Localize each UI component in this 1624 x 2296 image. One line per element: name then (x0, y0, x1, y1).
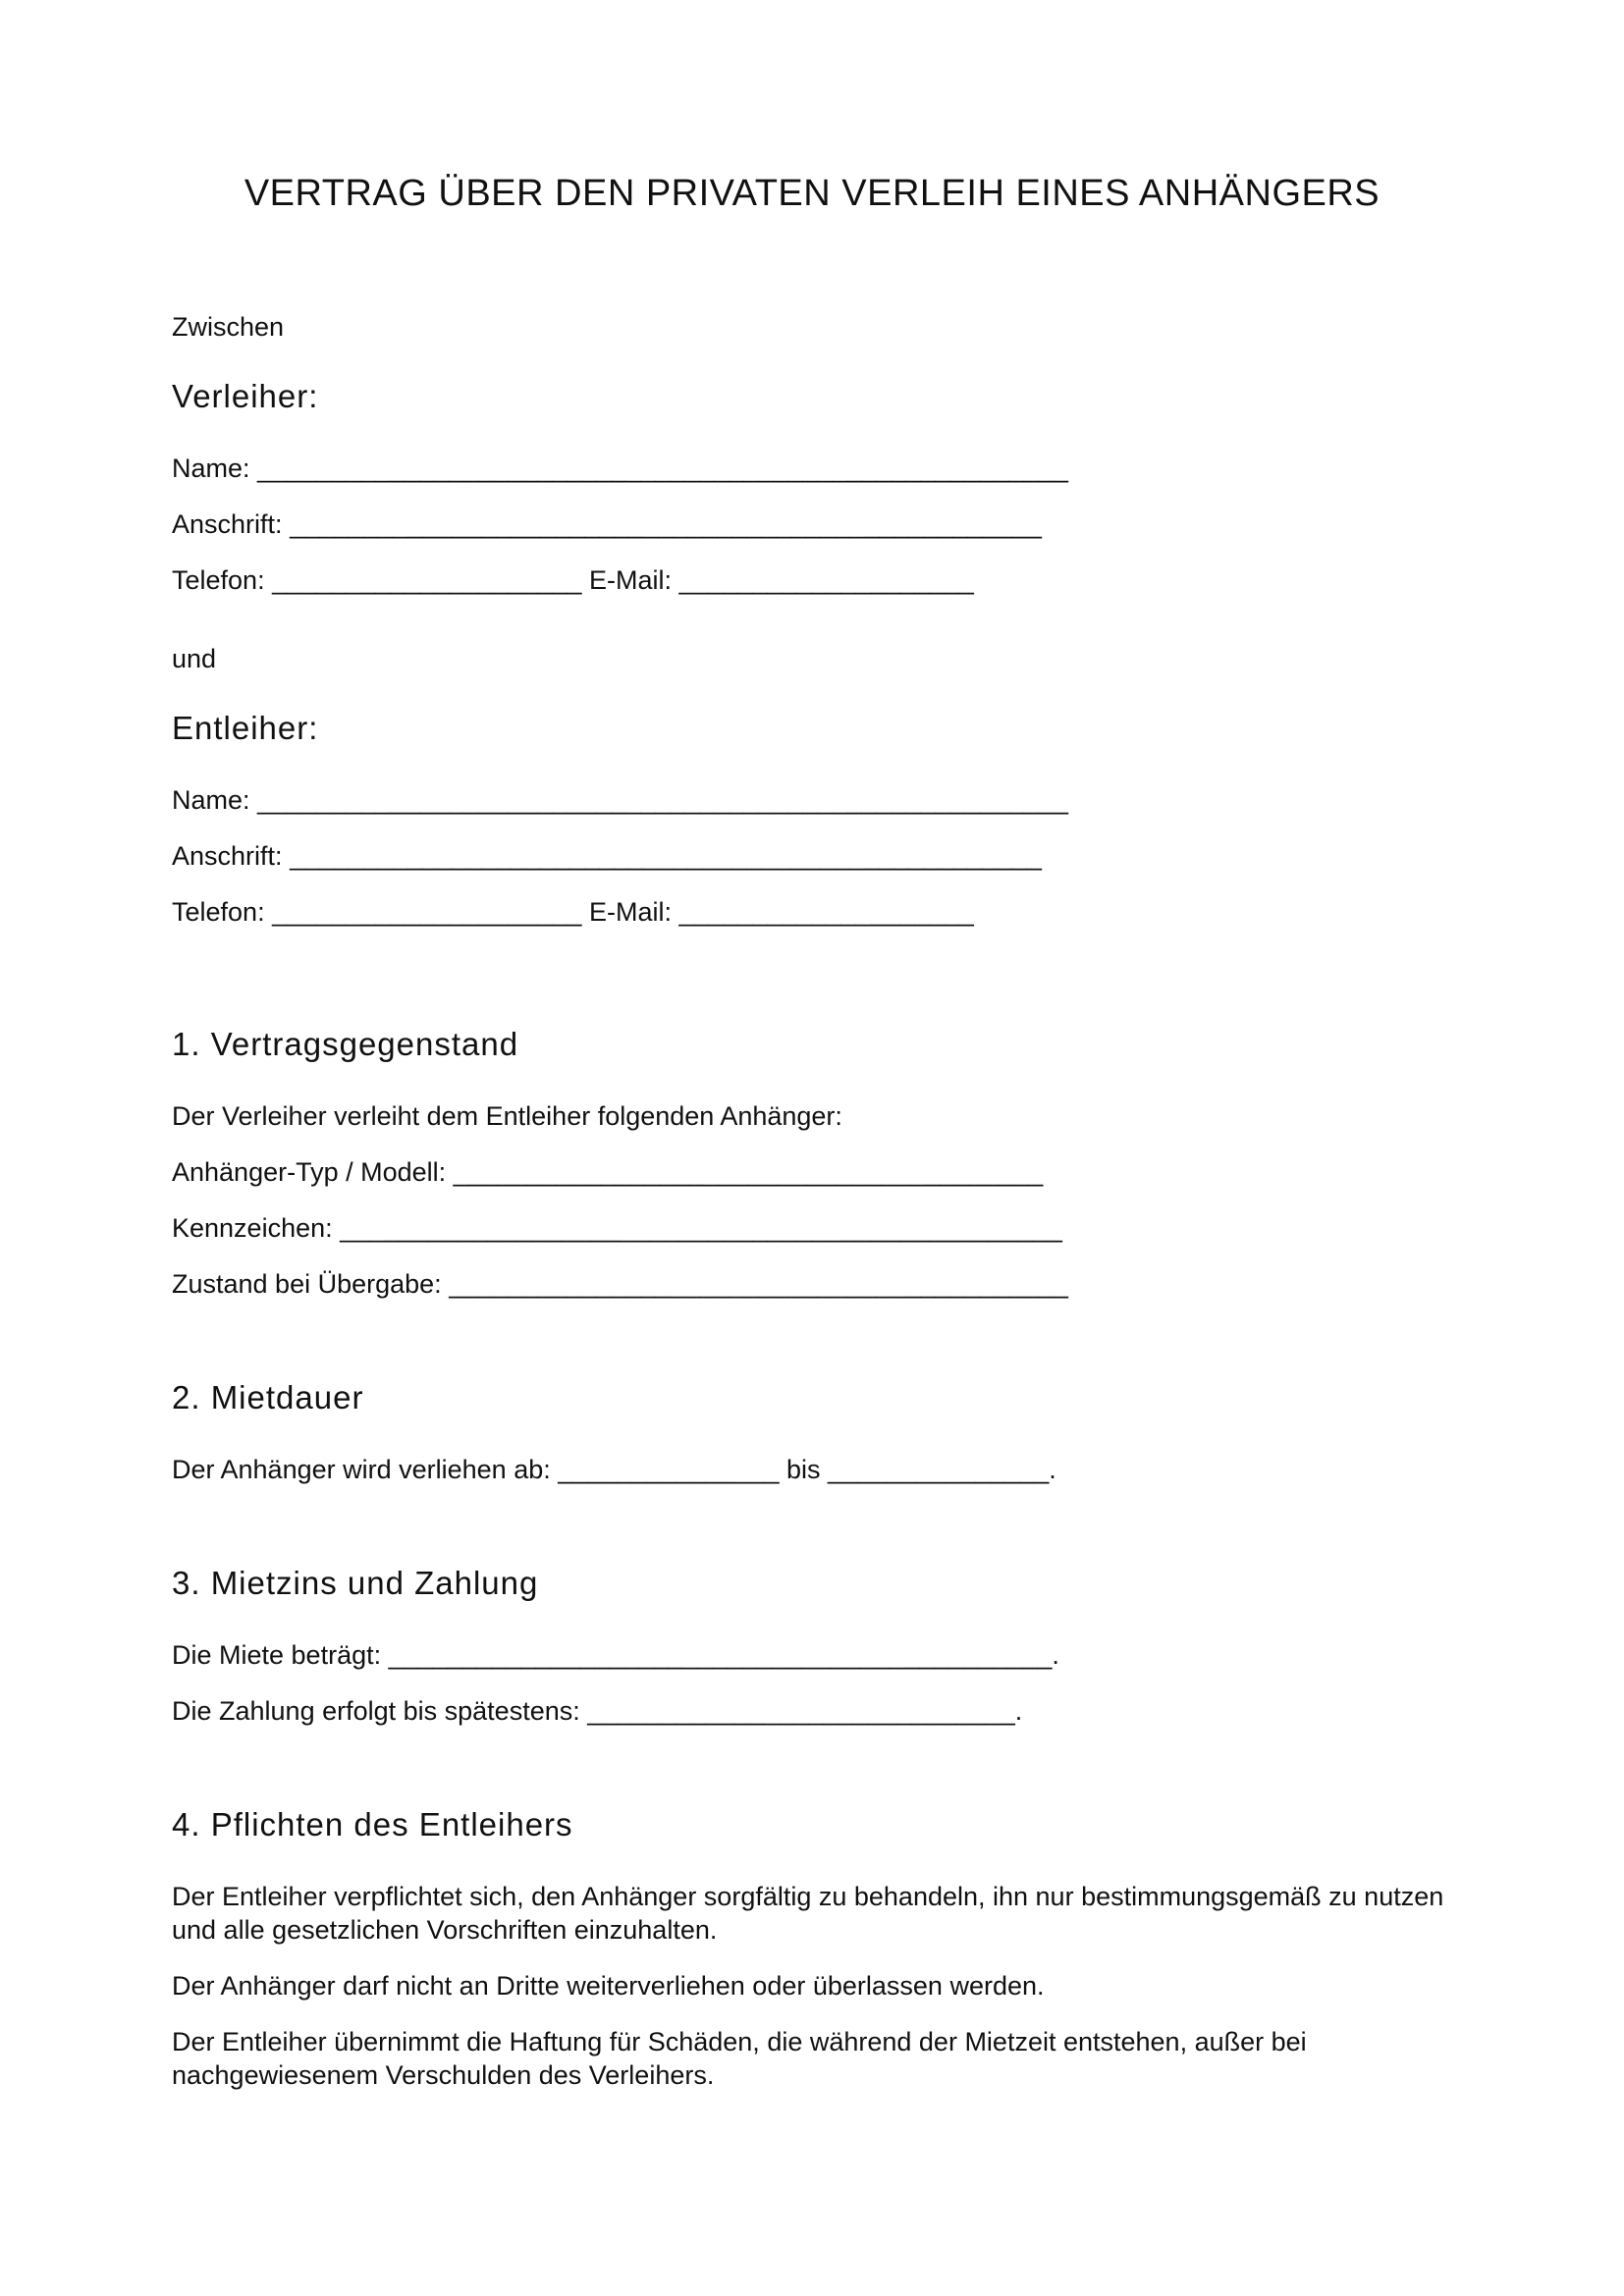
license-plate-row (172, 1211, 1062, 1245)
section1-heading: 1. Vertragsgegenstand (172, 1026, 519, 1062)
borrower-name-label: Name: (172, 785, 250, 815)
lender-address-label: Anschrift: (172, 509, 283, 539)
rent-amount-row (172, 1638, 1059, 1672)
rental-to-label: bis (786, 1455, 821, 1484)
lender-contact-row (172, 563, 974, 597)
lender-email-label: E-Mail: (588, 565, 672, 595)
trailer-type-label: Anhänger-Typ / Modell: (172, 1157, 447, 1187)
section2-heading: 2. Mietdauer (172, 1379, 364, 1415)
lender-phone-label: Telefon: (172, 565, 265, 595)
rental-to-field[interactable]: _______________. (828, 1455, 1056, 1484)
and-text: und (172, 644, 217, 673)
section3-heading: 3. Mietzins und Zahlung (172, 1565, 539, 1601)
intro-text: Zwischen (172, 312, 285, 342)
lender-name-field[interactable]: _______________________________________________________ (257, 454, 1068, 483)
section1-intro: Der Verleiher verleiht dem Entleiher folgenden Anhänger: (172, 1101, 842, 1131)
document-title: VERTRAG ÜBER DEN PRIVATEN VERLEIH EINES ANHÄNGERS (244, 173, 1380, 214)
payment-deadline-row (172, 1694, 1022, 1728)
borrower-phone-field[interactable]: _____________________ (272, 897, 582, 927)
section4-paragraph-2: Der Anhänger darf nicht an Dritte weiterverliehen oder überlassen werden. (172, 1971, 1045, 2001)
borrower-address-label: Anschrift: (172, 841, 283, 871)
payment-deadline-field[interactable]: _____________________________. (587, 1696, 1023, 1726)
rental-from-label: Der Anhänger wird verliehen ab: (172, 1455, 551, 1484)
trailer-type-row (172, 1155, 1043, 1189)
lender-name-row (172, 452, 1068, 485)
borrower-email-field[interactable]: ____________________ (678, 897, 974, 927)
borrower-contact-row (172, 895, 974, 929)
borrower-heading: Entleiher: (172, 710, 319, 746)
section4-heading: 4. Pflichten des Entleihers (172, 1806, 573, 1842)
section4-paragraph-3: Der Entleiher übernimmt die Haftung für Schäden, die während der Mietzeit entstehen, außer bei nachgewiesenem Verschulden des Verleihers. (172, 2027, 1307, 2090)
rent-amount-label: Die Miete beträgt: (172, 1640, 382, 1670)
rent-amount-field[interactable]: _____________________________________________. (388, 1640, 1059, 1670)
borrower-address-row (172, 839, 1042, 873)
borrower-name-row (172, 783, 1068, 817)
lender-email-field[interactable]: ____________________ (678, 565, 974, 595)
lender-address-field[interactable]: ___________________________________________________ (290, 509, 1042, 539)
borrower-name-field[interactable]: _______________________________________________________ (257, 785, 1068, 815)
lender-name-label: Name: (172, 454, 250, 483)
handover-condition-row (172, 1267, 1068, 1301)
rental-from-field[interactable]: _______________ (558, 1455, 780, 1484)
borrower-phone-label: Telefon: (172, 897, 265, 927)
lender-phone-field[interactable]: _____________________ (272, 565, 582, 595)
rental-period-row (172, 1453, 1056, 1486)
handover-condition-label: Zustand bei Übergabe: (172, 1269, 442, 1299)
license-plate-field[interactable]: _________________________________________________ (340, 1213, 1062, 1243)
handover-condition-field[interactable]: __________________________________________ (449, 1269, 1068, 1299)
section4-paragraph-1: Der Entleiher verpflichtet sich, den Anhänger sorgfältig zu behandeln, ihn nur bestimmungsgemäß zu nutzen und alle gesetzlichen Vorschriften einzuhalten. (172, 1882, 1444, 1945)
payment-deadline-label: Die Zahlung erfolgt bis spätestens: (172, 1696, 580, 1726)
trailer-type-field[interactable]: ________________________________________ (453, 1157, 1044, 1187)
borrower-email-label: E-Mail: (588, 897, 672, 927)
lender-address-row (172, 507, 1042, 541)
lender-heading: Verleiher: (172, 378, 319, 414)
borrower-address-field[interactable]: ___________________________________________________ (290, 841, 1042, 871)
license-plate-label: Kennzeichen: (172, 1213, 333, 1243)
